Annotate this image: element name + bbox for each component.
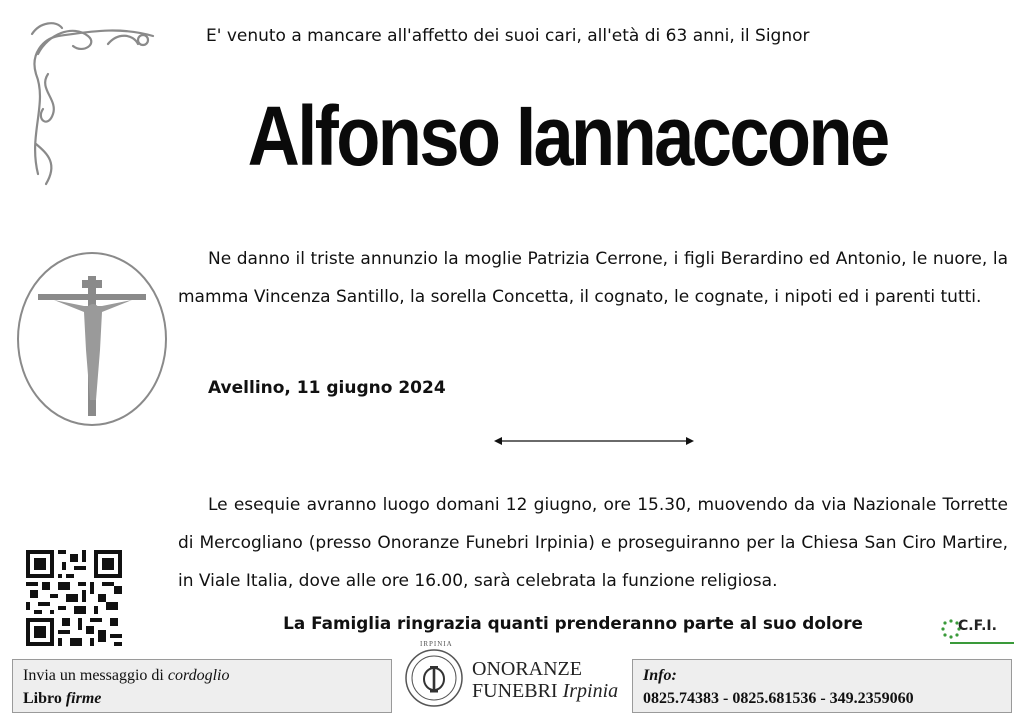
funeral-home-line1: ONORANZE: [472, 658, 582, 680]
condolence-message-link[interactable]: [23, 664, 381, 687]
condolence-italic: cordoglio: [167, 667, 230, 684]
deceased-name-text: Alfonso Iannaccone: [247, 89, 888, 183]
thanks-text-content: La Famiglia ringrazia quanti prenderanno parte al suo dolore: [283, 614, 863, 634]
funeral-info-text: Le esequie avranno luogo domani 12 giugno, ore 15.30, muovendo da via Nazionale Torrette di Mercogliano (presso Onoranze Funebri Irpinia) e proseguiranno per la Chiesa San Ciro Martire, in Viale Italia, dove alle ore 16.00, sarà celebrata la funzione religiosa.: [178, 495, 1008, 591]
funeral-home-name: [472, 658, 618, 702]
phone-numbers[interactable]: 0825.74383 - 0825.681536 - 349.2359060: [643, 690, 914, 707]
guestbook-italic: firme: [65, 690, 102, 707]
funeral-home-line2-prefix: FUNEBRI: [472, 680, 563, 702]
funeral-home-line2: [472, 680, 618, 702]
place-date: Avellino, 11 giugno 2024: [208, 378, 446, 398]
guestbook-prefix: Libro: [23, 690, 66, 707]
double-arrow-divider-icon: [492, 434, 696, 448]
ornament-corner-icon: [18, 14, 163, 189]
cfi-logo-text: C.F.I.: [958, 618, 997, 634]
info-label: Info:: [643, 667, 677, 684]
cfi-logo-line: [950, 642, 1014, 644]
intro-text: E' venuto a mancare all'affetto dei suoi cari, all'età di 63 anni, il Signor: [206, 26, 810, 46]
announcement-text: Ne danno il triste annunzio la moglie Patrizia Cerrone, i figli Berardino ed Antonio, le nuore, la mamma Vincenza Santillo, la sorella Concetta, il cognato, le cognate, i nipoti ed i parenti tutti.: [178, 249, 1008, 307]
info-label-text: Info: [643, 667, 672, 684]
qr-code-icon[interactable]: [26, 550, 122, 646]
condolence-prefix: Invia un messaggio di: [23, 667, 168, 684]
emblem-text: IRPINIA: [420, 640, 453, 648]
condolence-box[interactable]: [12, 659, 392, 713]
funeral-home-line2-italic: Irpinia: [562, 680, 619, 702]
crucifix-icon: [14, 250, 170, 428]
funeral-home-emblem-icon: [404, 646, 464, 710]
info-box: [632, 659, 1012, 713]
guestbook-link[interactable]: [23, 687, 381, 710]
